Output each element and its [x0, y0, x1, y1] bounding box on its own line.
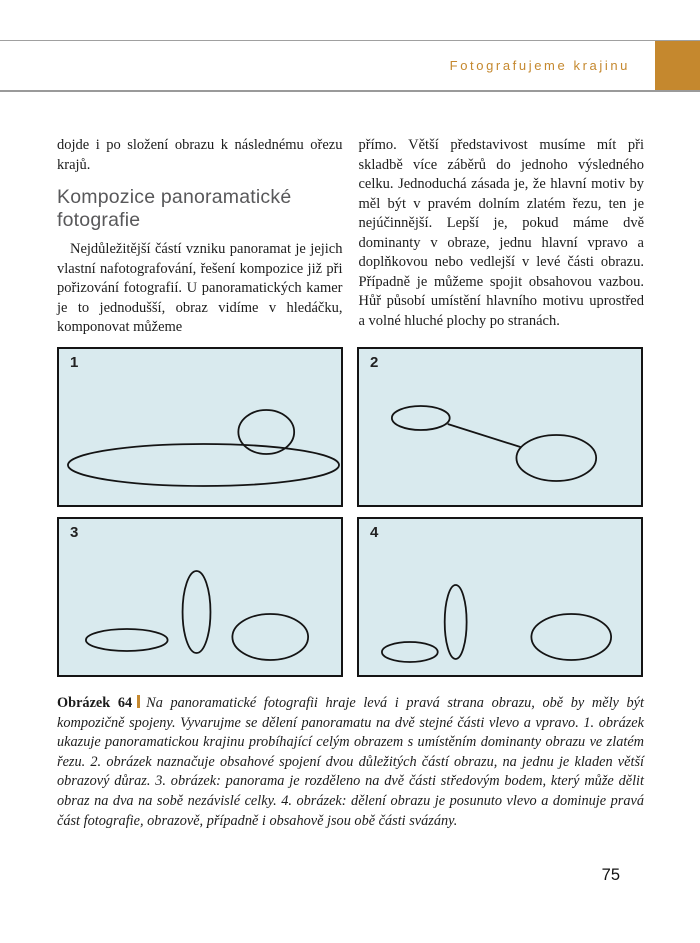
left-small-ellipse	[382, 642, 438, 662]
left-column	[57, 136, 343, 338]
center-dividing-ellipse	[183, 571, 211, 653]
right-motif-ellipse	[232, 614, 308, 660]
figure-number: 4	[370, 524, 379, 541]
figure-2	[357, 347, 643, 507]
left-tall-ellipse	[445, 585, 467, 659]
paragraph-continuation: dojde i po složení obrazu k následnému ořezu krajů.	[57, 137, 343, 173]
figure-number: 1	[70, 354, 79, 371]
running-header-title: Fotografujeme krajinu	[449, 58, 630, 73]
secondary-motif-ellipse	[392, 406, 450, 430]
figure-4	[357, 517, 643, 677]
caption-separator-bar	[137, 695, 140, 708]
article-columns	[57, 136, 644, 338]
right-dominant-ellipse	[531, 614, 611, 660]
figure-1-drawing	[59, 349, 341, 505]
paragraph-body: přímo. Větší představivost musíme mít při skladbě více záběrů do jednoho výsledného celku. Jednoduchá zásada je, že hlavní motiv by měl být v pravém dolním zlatém řezu, ten je nejúčinnější. Lepší je, pokud máme dvě dominanty v obraze, jednu hlavní vpravo a doplňkovou nebo vedlejší v levé části obrazu. Případně je můžeme spojit obsahovou vazbou. Hůř působí umístění hlavního motivu uprostřed a volné hluché plochy po stranách.	[358, 137, 644, 329]
figure-3-drawing	[59, 519, 341, 675]
figure-number: 3	[70, 524, 79, 541]
caption-label: Obrázek 64	[57, 695, 133, 711]
dominant-motif-ellipse	[238, 410, 294, 454]
figure-3	[57, 517, 343, 677]
figure-number: 2	[370, 354, 379, 371]
header-bottom-rule	[0, 90, 700, 92]
right-column	[359, 136, 645, 338]
main-motif-ellipse	[516, 435, 596, 481]
paragraph-body: Nejdůležitější částí vzniku panoramat je jejich vlastní nafotografování, řešení kompozice již při pořizování fotografií. U panoramatických kamer je to jednodušší, obraz vidíme v hledáčku, komponovat můžeme	[57, 241, 343, 335]
figure-grid	[57, 347, 643, 677]
left-flat-ellipse	[86, 629, 168, 651]
wide-horizon-ellipse	[68, 444, 339, 486]
figure-caption	[57, 694, 644, 831]
connection-line	[448, 424, 521, 447]
figure-2-drawing	[359, 349, 641, 505]
header-accent-block	[655, 41, 700, 90]
figure-1	[57, 347, 343, 507]
page-number: 75	[601, 866, 620, 884]
section-heading: Kompozice panoramatické fotografie	[57, 186, 292, 231]
caption-text: Na panoramatické fotografii hraje levá i pravá strana obrazu, obě by měly být kompozičně spojeny. Vyvarujme se dělení panoramatu na dvě stejné části vlevo a vpravo. 1. obrázek ukazuje panoramatickou krajinu probíhající celým obrazem s umístěním dominanty obrazu ve zlatém řezu. 2. obrázek naznačuje obsahové spojení dvou důležitých částí obrazu, na jednu je kladen větší obrazový důraz. 3. obrázek: panorama je rozděleno na dvě části středovým bodem, který může dělit obraz na dva na sobě nezávislé celky. 4. obrázek: dělení obrazu je posunuto vlevo a dominuje pravá část fotografie, obrazově, případně i obsahově jsou obě části svázány.	[57, 695, 644, 829]
figure-4-drawing	[359, 519, 641, 675]
page-header	[0, 41, 700, 90]
